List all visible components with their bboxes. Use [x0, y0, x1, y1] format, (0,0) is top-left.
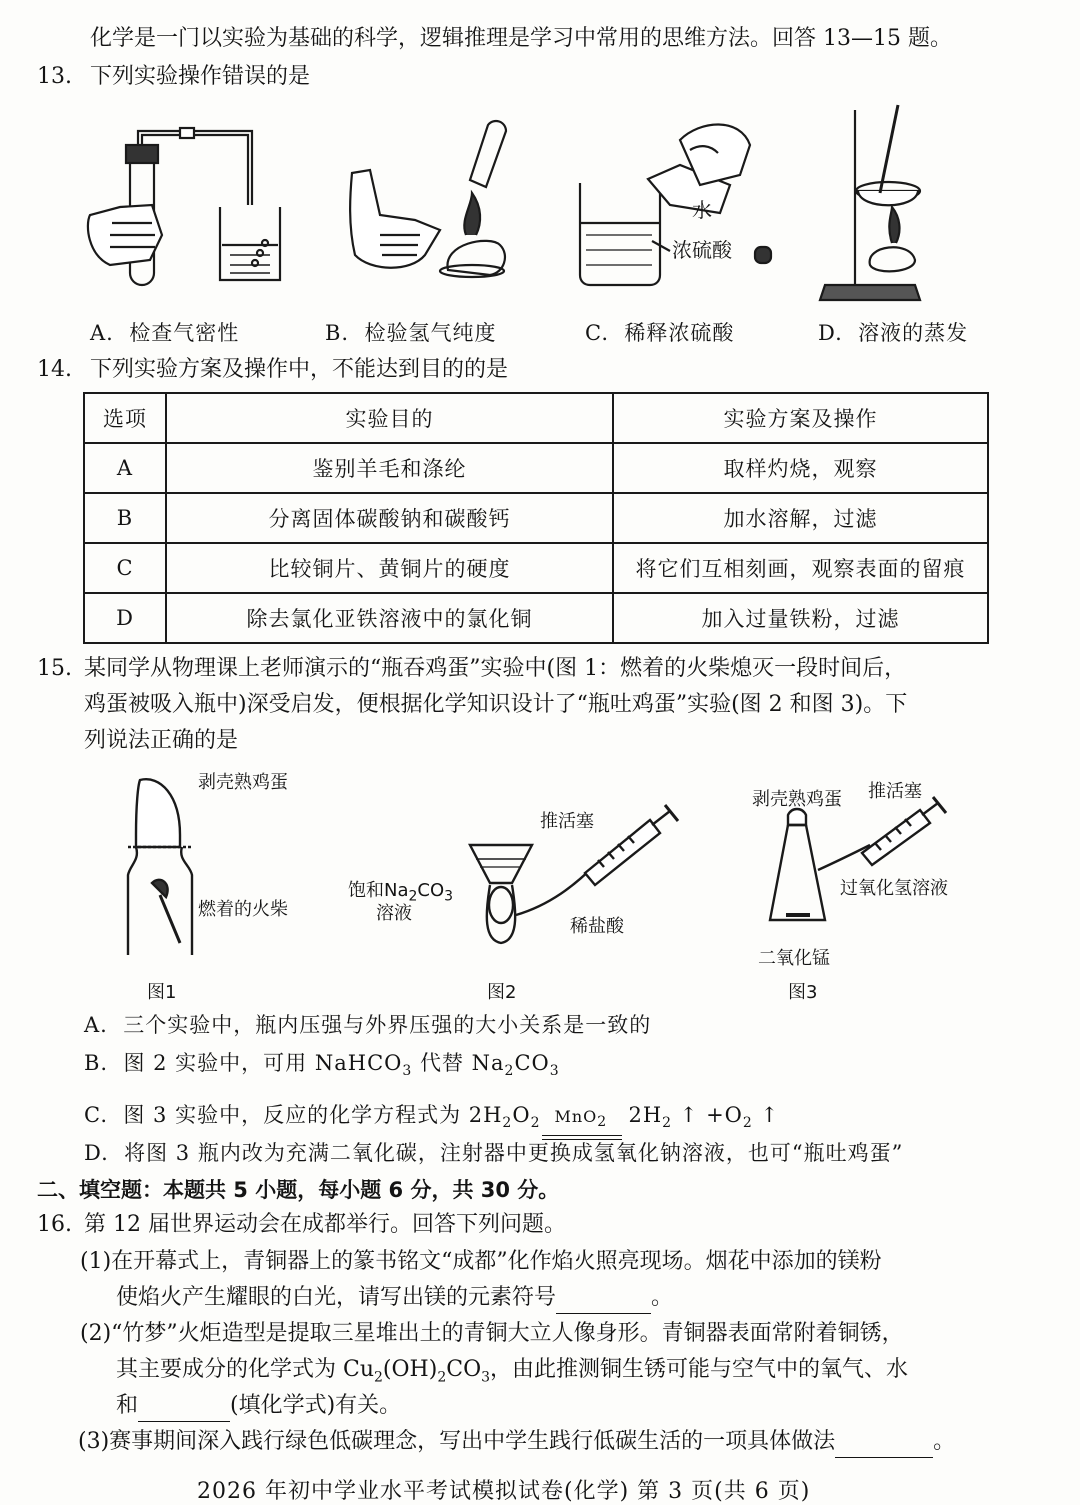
q13-option-c[interactable]: C. 稀释浓硫酸 [585, 321, 735, 345]
fig2-solution-label: 饱和$Na_2CO_3$ [348, 880, 454, 905]
table-row [84, 543, 988, 593]
q15-option-c[interactable]: C. 图 3 实验中，反应的化学方程式为 $2H_2O_2$ MnO$_2$ $2H_2$ ↑ $+O_2$ ↑ [84, 1100, 779, 1138]
q13-figures [80, 95, 1000, 310]
figure-d-evaporation [820, 105, 920, 300]
row-purpose: 分离固体碳酸钠和碳酸钙 [166, 493, 613, 543]
row-option: A [84, 443, 166, 493]
q16-part2-line2: 其主要成分的化学式为 $Cu_2(OH)_2CO_3$，由此推测铜生锈可能与空气中的氧气、水 [116, 1357, 909, 1386]
q16-stem: 第 12 届世界运动会在成都举行。回答下列问题。 [84, 1212, 566, 1237]
q15-stem-line2: 鸡蛋被吸入瓶中)深受启发，便根据化学知识设计了“瓶吐鸡蛋”实验(图 2 和图 3)。下 [84, 692, 908, 717]
fig3-caption: 图3 [788, 982, 818, 1003]
fig2-push-label: 推活塞 [540, 811, 594, 832]
q16-number: 16. [37, 1212, 72, 1237]
q16-part1-line2: 使焰火产生耀眼的白光，请写出镁的元素符号 。 [116, 1283, 673, 1314]
fig1-caption: 图1 [147, 982, 177, 1003]
q13-option-b[interactable]: B. 检验氢气纯度 [325, 321, 497, 345]
fig3-apparatus [770, 797, 946, 920]
header-method: 实验方案及操作 [613, 393, 988, 443]
row-method: 将它们互相刻画，观察表面的留痕 [613, 543, 988, 593]
row-purpose: 比较铜片、黄铜片的硬度 [166, 543, 613, 593]
label-conc-acid: 浓硫酸 [672, 238, 732, 262]
fig3-peroxide-label: 过氧化氢溶液 [840, 878, 948, 899]
q15-option-d[interactable]: D. 将图 3 瓶内改为充满二氧化碳，注射器中更换成氢氧化钠溶液，也可“瓶吐鸡蛋” [84, 1141, 904, 1165]
row-method: 加入过量铁粉，过滤 [613, 593, 988, 643]
q16-part1-line1: (1)在开幕式上，青铜器上的篆书铭文“成都”化作焰火照亮现场。烟花中添加的镁粉 [80, 1249, 882, 1274]
q16-part2-line1: (2)“竹梦”火炬造型是提取三星堆出土的青铜大立人像身形。青铜器表面常附着铜锈， [80, 1321, 904, 1346]
q14-table [83, 392, 989, 644]
blank-rust-factor[interactable] [138, 1391, 230, 1422]
row-purpose: 鉴别羊毛和涤纶 [166, 443, 613, 493]
q13-number: 13. [37, 64, 72, 89]
q16-part3-line: (3)赛事期间深入践行绿色低碳理念，写出中学生践行低碳生活的一项具体做法 。 [78, 1427, 955, 1458]
q15-stem-line1: 某同学从物理课上老师演示的“瓶吞鸡蛋”实验中(图 1：燃着的火柴熄灭一段时间后， [84, 656, 907, 681]
q14-number: 14. [37, 357, 72, 382]
row-option: B [84, 493, 166, 543]
fig2-caption: 图2 [487, 982, 517, 1003]
q15-number: 15. [37, 656, 72, 681]
fig2-solution-word: 溶液 [376, 903, 412, 924]
page-footer: 2026 年初中学业水平考试模拟试卷(化学) 第 3 页(共 6 页) [197, 1479, 811, 1504]
fig1-egg-label: 剥壳熟鸡蛋 [198, 772, 288, 793]
section-2-heading: 二、填空题：本题共 5 小题，每小题 6 分，共 30 分。 [37, 1178, 560, 1202]
header-option: 选项 [84, 393, 166, 443]
table-row [84, 443, 988, 493]
q13-stem: 下列实验操作错误的是 [90, 64, 311, 89]
q16-part2-line3: 和 (填化学式)有关。 [116, 1391, 401, 1422]
q15-stem-line3: 列说法正确的是 [84, 728, 239, 753]
row-purpose: 除去氯化亚铁溶液中的氯化铜 [166, 593, 613, 643]
q15-option-b[interactable]: B. 图 2 实验中，可用 NaHCO$_3$ 代替 $Na_2CO_3$ [84, 1051, 560, 1080]
fig3-egg-label: 剥壳熟鸡蛋 [752, 789, 842, 810]
row-method: 加水溶解，过滤 [613, 493, 988, 543]
fig1-bottle [128, 779, 192, 955]
table-row [84, 593, 988, 643]
q13-option-d[interactable]: D. 溶液的蒸发 [818, 321, 969, 345]
figure-b-hydrogen-test [350, 121, 506, 277]
fig2-acid-label: 稀盐酸 [570, 916, 624, 937]
row-method: 取样灼烧，观察 [613, 443, 988, 493]
figure-a-airtightness [88, 128, 280, 285]
fig3-catalyst-label: 二氧化锰 [758, 948, 830, 969]
blank-mg-symbol[interactable] [556, 1283, 651, 1314]
q13-option-a[interactable]: A. 检查气密性 [90, 321, 240, 345]
fig1-match-label: 燃着的火柴 [198, 899, 288, 920]
q15-option-a[interactable]: A. 三个实验中，瓶内压强与外界压强的大小关系是一致的 [84, 1013, 652, 1037]
blank-low-carbon[interactable] [835, 1427, 933, 1458]
table-header-row [84, 393, 988, 443]
table-row [84, 493, 988, 543]
header-purpose: 实验目的 [166, 393, 613, 443]
q14-stem: 下列实验方案及操作中，不能达到目的的是 [90, 357, 509, 382]
row-option: C [84, 543, 166, 593]
intro-text: 化学是一门以实验为基础的科学，逻辑推理是学习中常用的思维方法。回答 13—15 题。 [90, 26, 952, 51]
label-water: 水 [692, 198, 712, 222]
row-option: D [84, 593, 166, 643]
fig3-push-label: 推活塞 [868, 781, 922, 802]
